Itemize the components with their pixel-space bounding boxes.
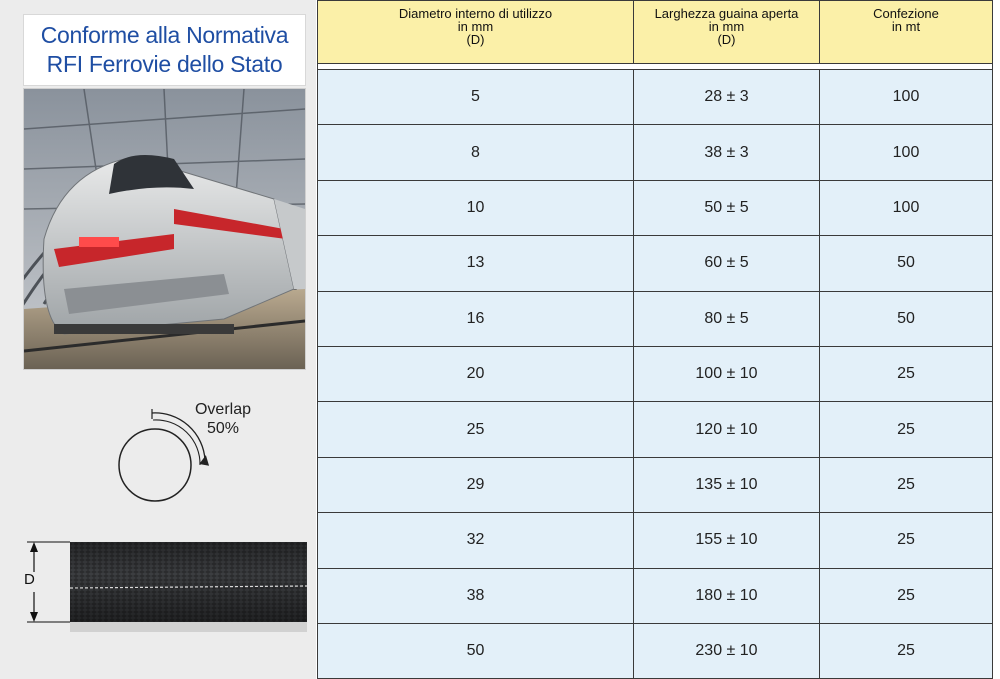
braided-sleeve-photo	[22, 536, 307, 636]
cell-diameter: 38	[318, 568, 634, 623]
table-row	[318, 236, 993, 291]
cell-diameter: 8	[318, 125, 634, 180]
cell-width: 80 ± 5	[634, 291, 820, 346]
table-row	[318, 346, 993, 401]
cell-width: 100 ± 10	[634, 346, 820, 401]
header-inner-diameter: Diametro interno di utilizzo in mm (D)	[318, 1, 634, 64]
cell-width: 60 ± 5	[634, 236, 820, 291]
cell-package: 25	[820, 623, 993, 678]
table-row	[318, 568, 993, 623]
cell-package: 50	[820, 236, 993, 291]
cell-package: 25	[820, 457, 993, 512]
cell-diameter: 16	[318, 291, 634, 346]
title-box	[23, 14, 306, 86]
header-row	[318, 1, 993, 64]
cell-width: 135 ± 10	[634, 457, 820, 512]
cell-width: 120 ± 10	[634, 402, 820, 457]
cell-diameter: 10	[318, 180, 634, 235]
cell-package: 100	[820, 180, 993, 235]
cell-diameter: 29	[318, 457, 634, 512]
cell-package: 25	[820, 402, 993, 457]
cell-package: 25	[820, 568, 993, 623]
overlap-label	[188, 400, 258, 438]
cell-width: 38 ± 3	[634, 125, 820, 180]
cell-diameter: 20	[318, 346, 634, 401]
cell-package: 25	[820, 513, 993, 568]
cell-diameter: 5	[318, 70, 634, 125]
table-row	[318, 513, 993, 568]
cell-package: 100	[820, 70, 993, 125]
cell-width: 180 ± 10	[634, 568, 820, 623]
table-row	[318, 180, 993, 235]
spec-table	[317, 0, 993, 679]
table-row	[318, 125, 993, 180]
train-photo	[23, 88, 306, 370]
title-line-1: Conforme alla Normativa	[40, 22, 289, 48]
title-line-2: RFI Ferrovie dello Stato	[46, 51, 283, 77]
table-row	[318, 402, 993, 457]
header-package: Confezione in mt	[820, 1, 993, 64]
cell-width: 155 ± 10	[634, 513, 820, 568]
cell-width: 50 ± 5	[634, 180, 820, 235]
cell-diameter: 25	[318, 402, 634, 457]
cell-diameter: 50	[318, 623, 634, 678]
table-row	[318, 457, 993, 512]
table-row	[318, 70, 993, 125]
header-open-width: Larghezza guaina aperta in mm (D)	[634, 1, 820, 64]
cell-package: 50	[820, 291, 993, 346]
cell-width: 28 ± 3	[634, 70, 820, 125]
cell-package: 25	[820, 346, 993, 401]
cell-diameter: 13	[318, 236, 634, 291]
dimension-letter: D	[24, 571, 35, 588]
overlap-word: Overlap	[194, 401, 252, 418]
cell-width: 230 ± 10	[634, 623, 820, 678]
cell-package: 100	[820, 125, 993, 180]
left-panel	[0, 0, 316, 679]
table-row	[318, 623, 993, 678]
overlap-percent: 50%	[206, 420, 240, 437]
table-row	[318, 291, 993, 346]
cell-diameter: 32	[318, 513, 634, 568]
